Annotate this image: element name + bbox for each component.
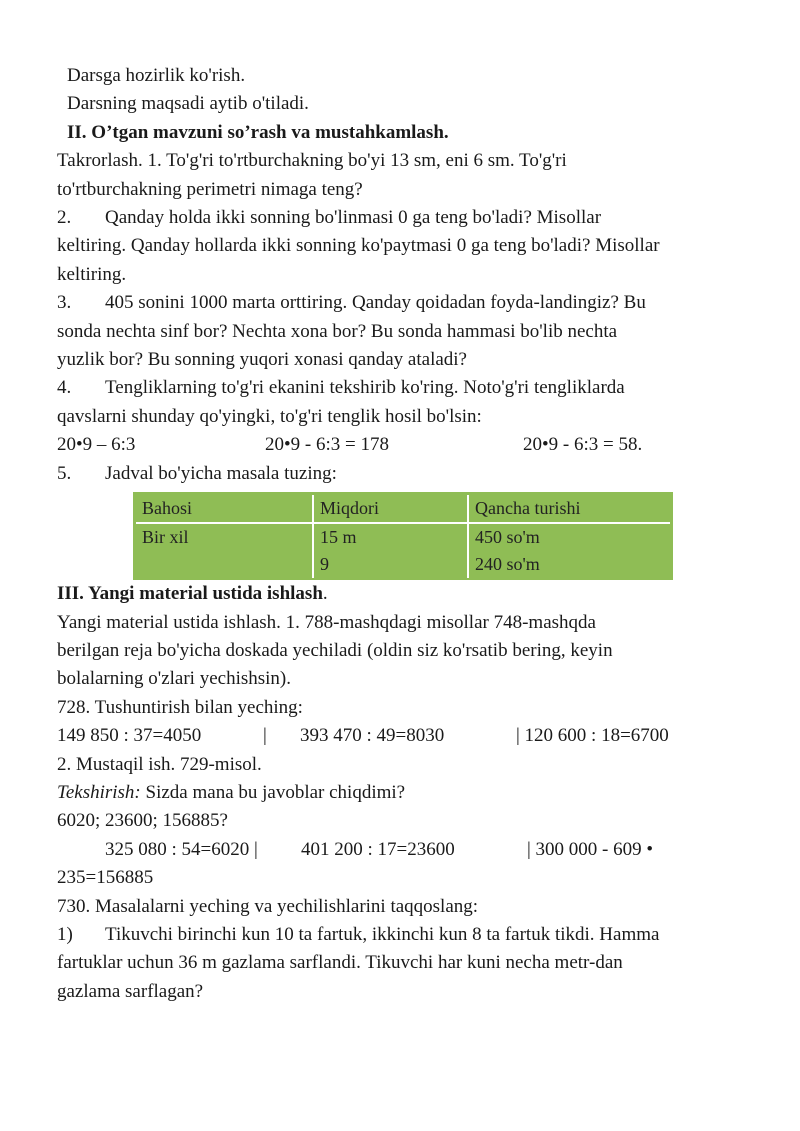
table-header-cell: Qancha turishi <box>468 495 670 523</box>
answers-line: 6020; 23600; 156885? <box>57 810 228 832</box>
item-text: 405 sonini 1000 marta orttiring. Qanday qoidadan foyda-landingiz? Bu <box>105 292 646 314</box>
text-line: fartuklar uchun 36 m gazlama sarflandi. Tikuvchi har kuni necha metr-dan <box>57 952 623 974</box>
list-item-4 <box>57 374 757 402</box>
text-line: Takrorlash. 1. To'g'ri to'rtburchakning bo'yi 13 sm, eni 6 sm. To'g'ri <box>57 150 567 172</box>
example: 401 200 : 17=23600 <box>301 838 455 860</box>
examples-row <box>57 836 757 864</box>
check-text: Sizda mana bu javoblar chiqdimi? <box>140 781 406 803</box>
table-header-cell: Miqdori <box>313 495 468 523</box>
table-row <box>136 551 670 578</box>
table-header-row <box>136 495 670 523</box>
text-line: yuzlik bor? Bu sonning yuqori xonasi qanday ataladi? <box>57 349 467 371</box>
table-cell: Bir xil <box>136 523 313 551</box>
text-line: to'rtburchakning perimetri nimaga teng? <box>57 178 363 200</box>
text-line: keltiring. <box>57 263 127 285</box>
item-number: 4. <box>57 377 72 399</box>
equation: 20•9 - 6:3 = 178 <box>265 434 389 456</box>
example: | 120 600 : 18=6700 <box>516 725 669 747</box>
table-cell: 9 <box>313 551 468 578</box>
item-text: Qanday holda ikki sonning bo'linmasi 0 ga teng bo'ladi? Misollar <box>105 207 602 229</box>
examples-row <box>57 722 757 750</box>
item-number: 1) <box>57 923 73 945</box>
item-number: 2. <box>57 207 72 229</box>
item-number: 3. <box>57 292 72 314</box>
check-label: Tekshirish: <box>57 781 141 803</box>
equation: 20•9 – 6:3 <box>57 434 136 456</box>
equations-row <box>57 431 757 459</box>
text-line: Yangi material ustida ishlash. 1. 788-mashqdagi misollar 748-mashqda <box>57 611 596 633</box>
data-table <box>133 492 673 580</box>
equation: 20•9 - 6:3 = 58. <box>523 434 643 456</box>
example: 393 470 : 49=8030 <box>300 725 445 747</box>
list-item-1 <box>57 921 757 949</box>
example: | 300 000 - 609 • <box>527 838 654 860</box>
item-number: 5. <box>57 462 72 484</box>
text-line: 728. Tushuntirish bilan yeching: <box>57 696 303 718</box>
item-text: Jadval bo'yicha masala tuzing: <box>105 462 337 484</box>
text-line: 2. Mustaqil ish. 729-misol. <box>57 753 262 775</box>
table-row <box>136 523 670 551</box>
text-line: 730. Masalalarni yeching va yechilishlarini taqqoslang: <box>57 895 479 917</box>
check-line <box>57 779 757 807</box>
heading-text: III. Yangi material ustida ishlash <box>57 583 323 605</box>
example: 149 850 : 37=4050 <box>57 725 202 747</box>
list-item-2 <box>57 204 757 232</box>
section-heading-3 <box>57 580 757 608</box>
separator: | <box>263 725 267 747</box>
table-header-cell: Bahosi <box>136 495 313 523</box>
text-line: keltiring. Qanday hollarda ikki sonning ko'paytmasi 0 ga teng bo'ladi? Misollar <box>57 235 660 257</box>
text-line: Darsga hozirlik ko'rish. <box>67 65 246 86</box>
text-line: sonda nechta sinf bor? Nechta xona bor? Bu sonda hammasi bo'lib nechta <box>57 320 618 342</box>
section-heading-2: II. O’tgan mavzuni so’rash va mustahkamlash. <box>67 121 449 143</box>
table-cell <box>136 551 313 578</box>
item-text: Tengliklarning to'g'ri ekanini tekshirib ko'ring. Noto'g'ri tengliklarda <box>105 377 625 399</box>
text-line: berilgan reja bo'yicha doskada yechiladi (oldin siz ko'rsatib bering, keyin <box>57 639 613 661</box>
text-line: 235=156885 <box>57 867 154 889</box>
list-item-5 <box>57 460 757 488</box>
item-text: Tikuvchi birinchi kun 10 ta fartuk, ikkinchi kun 8 ta fartuk tikdi. Hamma <box>105 923 660 945</box>
heading-dot: . <box>322 583 328 605</box>
table-cell: 240 so'm <box>468 551 670 578</box>
list-item-3 <box>57 289 757 317</box>
text-line: qavslarni shunday qo'yingki, to'g'ri tenglik hosil bo'lsin: <box>57 405 482 427</box>
table-cell: 15 m <box>313 523 468 551</box>
table-cell: 450 so'm <box>468 523 670 551</box>
example: 325 080 : 54=6020 | <box>105 838 258 860</box>
document-page <box>57 62 757 1006</box>
text-line: Darsning maqsadi aytib o'tiladi. <box>67 93 309 115</box>
text-line: gazlama sarflagan? <box>57 980 204 1002</box>
text-line: bolalarning o'zlari yechishsin). <box>57 668 291 690</box>
